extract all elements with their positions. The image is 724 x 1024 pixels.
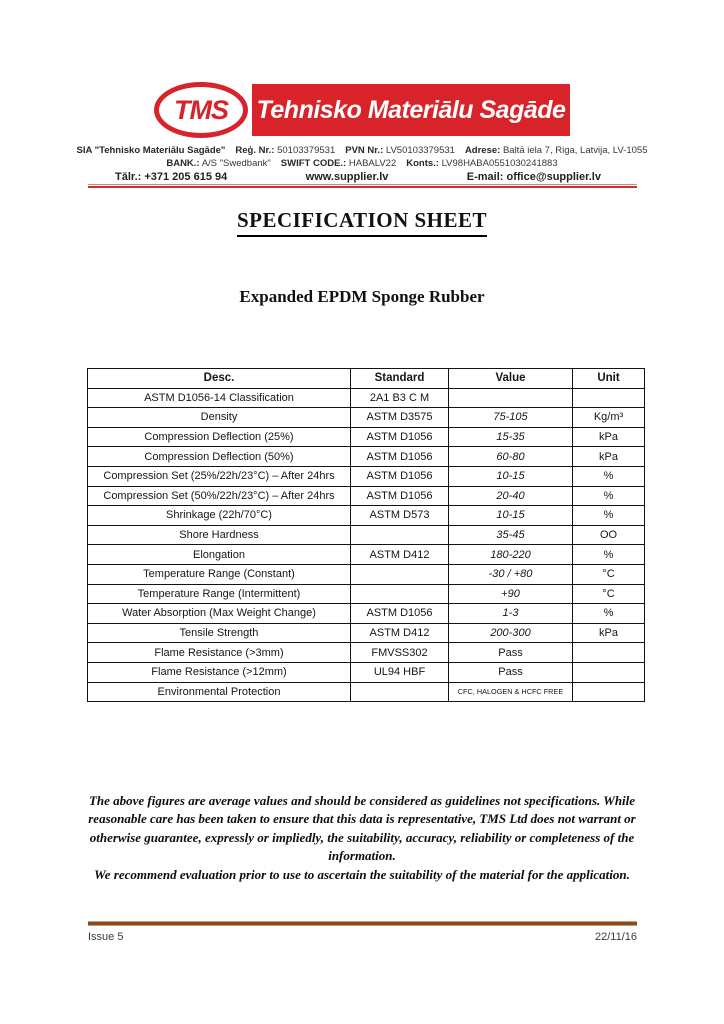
brand-name: Tehnisko Materiālu Sagāde <box>256 95 566 124</box>
cell-value: +90 <box>449 584 573 604</box>
cell-unit: OO <box>573 525 645 545</box>
cell-value: 180-220 <box>449 545 573 565</box>
tms-logo <box>154 82 248 138</box>
table-row <box>88 427 645 447</box>
cell-unit: °C <box>573 564 645 584</box>
cell-desc: ASTM D1056-14 Classification <box>88 388 351 408</box>
cell-standard: ASTM D1056 <box>351 466 449 486</box>
cell-standard: ASTM D3575 <box>351 408 449 428</box>
cell-unit <box>573 662 645 682</box>
cell-unit: kPa <box>573 623 645 643</box>
table-row <box>88 506 645 526</box>
cell-unit: % <box>573 604 645 624</box>
cell-desc: Compression Set (50%/22h/23°C) – After 24hrs <box>88 486 351 506</box>
table-row <box>88 486 645 506</box>
company-info-segment: BANK.: A/S "Swedbank" <box>166 158 271 169</box>
company-info-segment: SIA "Tehnisko Materiālu Sagāde" <box>76 145 226 156</box>
cell-standard <box>351 584 449 604</box>
cell-standard: ASTM D1056 <box>351 447 449 467</box>
cell-desc: Shore Hardness <box>88 525 351 545</box>
column-header-value: Value <box>449 369 573 389</box>
letterhead <box>0 82 724 138</box>
cell-desc: Temperature Range (Intermittent) <box>88 584 351 604</box>
table-header-row <box>88 369 645 389</box>
table-row <box>88 545 645 565</box>
cell-standard <box>351 525 449 545</box>
cell-unit: kPa <box>573 427 645 447</box>
cell-value: -30 / +80 <box>449 564 573 584</box>
company-info-segment: Konts.: LV98HABA0551030241883 <box>406 158 558 169</box>
page-title <box>0 208 724 237</box>
tms-logo-text: TMS <box>174 94 228 125</box>
cell-standard <box>351 682 449 702</box>
cell-standard: UL94 HBF <box>351 662 449 682</box>
cell-standard: ASTM D1056 <box>351 427 449 447</box>
product-name: Expanded EPDM Sponge Rubber <box>239 287 485 306</box>
cell-value: 20-40 <box>449 486 573 506</box>
table-row <box>88 643 645 663</box>
table-row <box>88 525 645 545</box>
cell-value: 60-80 <box>449 447 573 467</box>
cell-standard: ASTM D412 <box>351 545 449 565</box>
table-row <box>88 682 645 702</box>
column-header-unit: Unit <box>573 369 645 389</box>
cell-value: 15-35 <box>449 427 573 447</box>
cell-desc: Shrinkage (22h/70°C) <box>88 506 351 526</box>
issue-date: 22/11/16 <box>594 931 637 943</box>
company-info-segment: Adrese: Baltā iela 7, Riga, Latvija, LV-1055 <box>464 145 648 156</box>
cell-standard: ASTM D573 <box>351 506 449 526</box>
footer-divider <box>88 921 637 926</box>
header-divider <box>88 184 637 188</box>
company-info-line-1 <box>0 145 724 156</box>
table-row <box>88 662 645 682</box>
cell-standard: 2A1 B3 C M <box>351 388 449 408</box>
cell-value: 35-45 <box>449 525 573 545</box>
cell-unit: % <box>573 506 645 526</box>
cell-unit: Kg/m³ <box>573 408 645 428</box>
cell-standard: ASTM D1056 <box>351 604 449 624</box>
disclaimer-paragraph-1: The above figures are average values and should be considered as guidelines not specifications. While reasonable care has been taken to ensure that this data is representative, TMS Ltd does not warrant or otherwise guarantee, expressly or impliedly, the suitability, accuracy, reliability or completeness of the information. <box>88 793 636 864</box>
email-address: E-mail: office@supplier.lv <box>466 171 601 183</box>
cell-value: 200-300 <box>449 623 573 643</box>
cell-unit: °C <box>573 584 645 604</box>
cell-desc: Flame Resistance (>3mm) <box>88 643 351 663</box>
table-row <box>88 584 645 604</box>
column-header-desc: Desc. <box>88 369 351 389</box>
cell-desc: Compression Deflection (50%) <box>88 447 351 467</box>
brand-banner <box>252 84 570 136</box>
header-divider-thin-line <box>88 184 637 185</box>
cell-value <box>449 388 573 408</box>
contact-row <box>115 171 601 183</box>
cell-desc: Temperature Range (Constant) <box>88 564 351 584</box>
cell-desc: Water Absorption (Max Weight Change) <box>88 604 351 624</box>
cell-desc: Compression Deflection (25%) <box>88 427 351 447</box>
spec-table-body <box>88 388 645 702</box>
cell-desc: Compression Set (25%/22h/23°C) – After 24hrs <box>88 466 351 486</box>
cell-unit <box>573 682 645 702</box>
cell-unit: kPa <box>573 447 645 467</box>
issue-number: Issue 5 <box>88 931 124 943</box>
disclaimer-paragraph-2: We recommend evaluation prior to use to ascertain the suitability of the material for the application. <box>94 866 630 882</box>
cell-value: 1-3 <box>449 604 573 624</box>
cell-value: 10-15 <box>449 466 573 486</box>
table-row <box>88 408 645 428</box>
company-info-line-2 <box>0 158 724 169</box>
cell-value: CFC, HALOGEN & HCFC FREE <box>449 682 573 702</box>
cell-standard: ASTM D412 <box>351 623 449 643</box>
cell-standard <box>351 564 449 584</box>
cell-value: Pass <box>449 662 573 682</box>
cell-standard: FMVSS302 <box>351 643 449 663</box>
table-row <box>88 447 645 467</box>
website-url: www.supplier.lv <box>305 171 389 183</box>
company-info-segment: SWIFT CODE.: HABALV22 <box>280 158 397 169</box>
company-info-segment: Reģ. Nr.: 50103379531 <box>235 145 336 156</box>
cell-desc: Environmental Protection <box>88 682 351 702</box>
cell-value: 10-15 <box>449 506 573 526</box>
spec-table-container <box>87 368 645 702</box>
company-info-segment: PVN Nr.: LV50103379531 <box>345 145 455 156</box>
header-divider-thick-line <box>88 186 637 188</box>
footer <box>88 931 637 943</box>
column-header-standard: Standard <box>351 369 449 389</box>
spec-table <box>87 368 645 702</box>
cell-unit <box>573 643 645 663</box>
cell-value: 75-105 <box>449 408 573 428</box>
cell-desc: Tensile Strength <box>88 623 351 643</box>
cell-standard: ASTM D1056 <box>351 486 449 506</box>
cell-unit: % <box>573 545 645 565</box>
table-row <box>88 466 645 486</box>
phone-number: Tālr.: +371 205 615 94 <box>115 171 228 183</box>
cell-unit: % <box>573 466 645 486</box>
cell-desc: Elongation <box>88 545 351 565</box>
cell-value: Pass <box>449 643 573 663</box>
disclaimer <box>81 792 643 884</box>
cell-desc: Flame Resistance (>12mm) <box>88 662 351 682</box>
cell-desc: Density <box>88 408 351 428</box>
table-row <box>88 604 645 624</box>
cell-unit <box>573 388 645 408</box>
table-row <box>88 388 645 408</box>
page-title-text: SPECIFICATION SHEET <box>237 208 487 237</box>
table-row <box>88 623 645 643</box>
cell-unit: % <box>573 486 645 506</box>
table-row <box>88 564 645 584</box>
